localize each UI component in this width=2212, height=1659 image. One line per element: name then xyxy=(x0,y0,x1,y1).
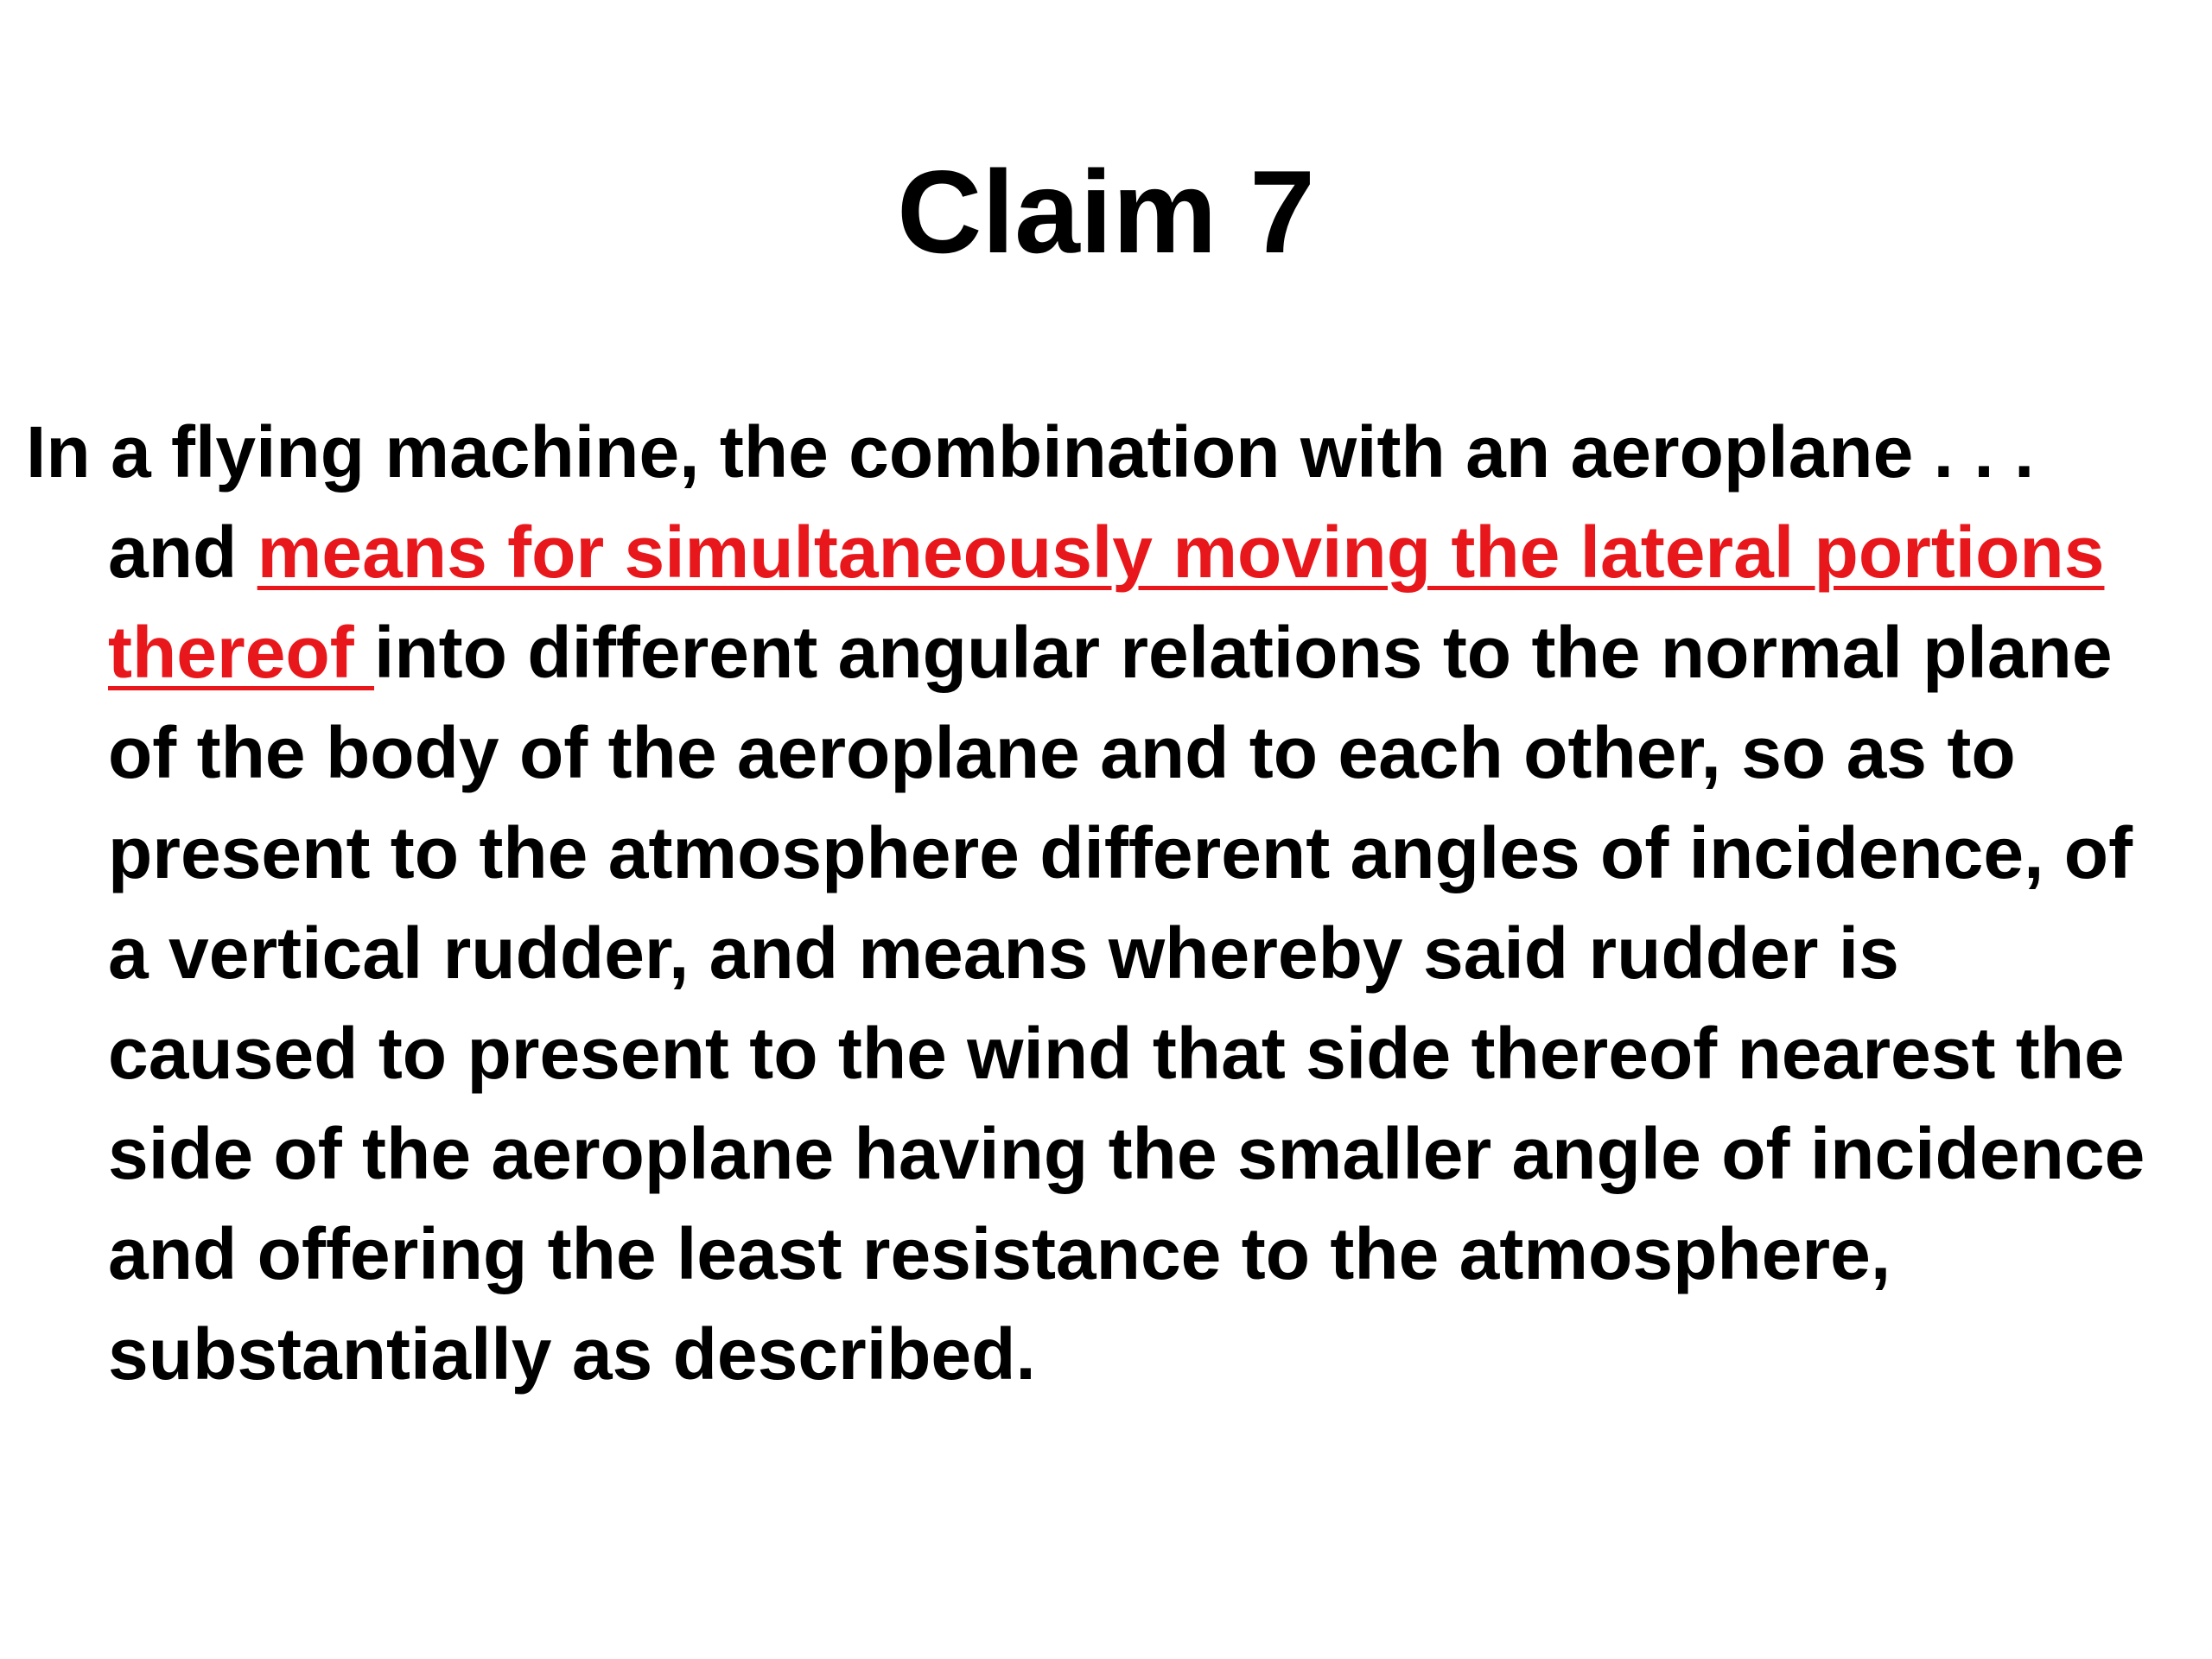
slide-title: Claim 7 xyxy=(897,146,1315,277)
claim-text-before: In a flying machine, the combination with an aeroplane . . . and xyxy=(26,411,2035,593)
claim-text-after: into different angular relations to the normal plane of the body of the aeroplane and to each other, so as to present to the atmosphere different angles of incidence, of a vertical rudder, and means whereby said rudder is caused to present to the wind that side thereof nearest the side of the aeroplane having the smaller angle of incidence and offering the least resistance to the atmosphere, substantially as described. xyxy=(108,612,2145,1395)
claim-paragraph xyxy=(26,402,2169,1404)
claim-highlight: means for simultaneously moving the lateral portions thereof xyxy=(108,512,2105,693)
